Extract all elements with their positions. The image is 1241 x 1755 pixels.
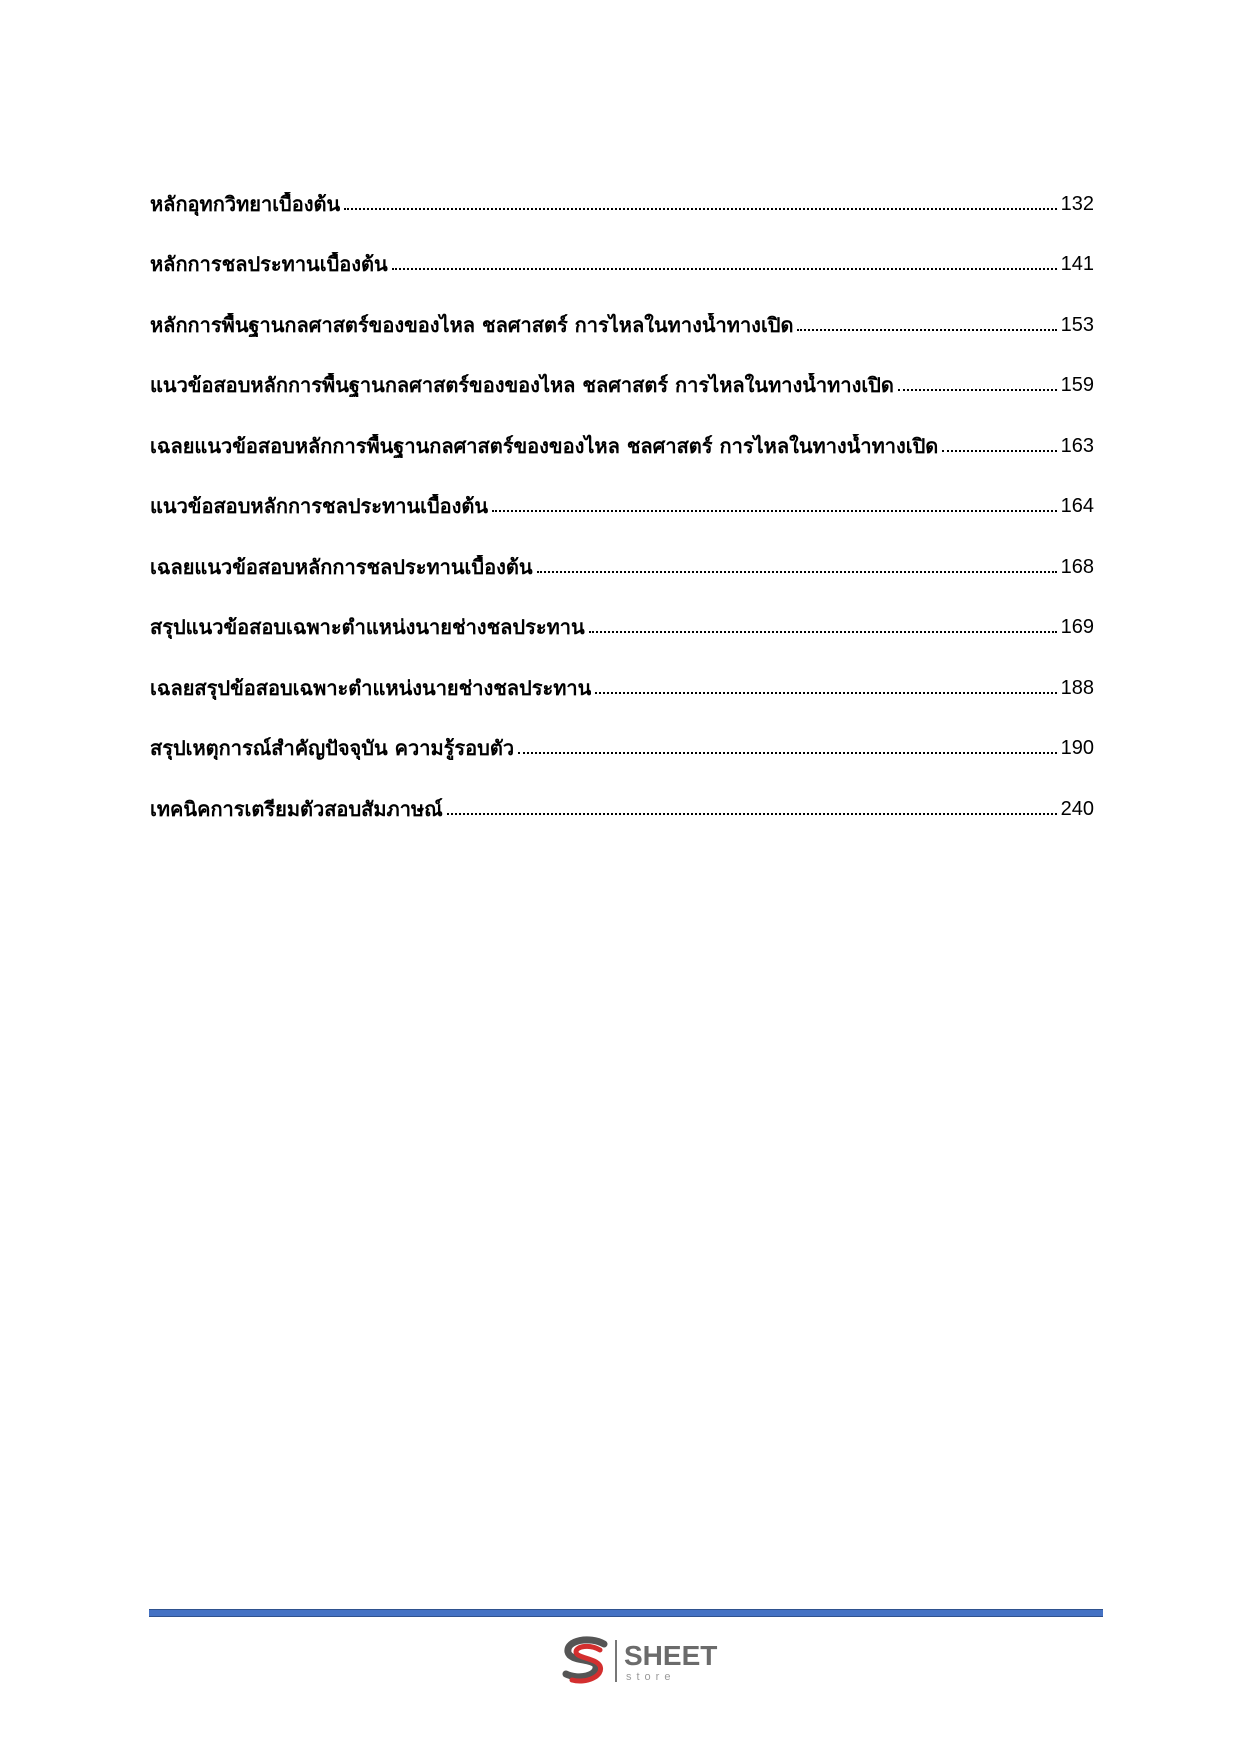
toc-entry-page: 164 — [1060, 495, 1094, 517]
toc-dot-leader — [492, 488, 1057, 512]
toc-entry[interactable] — [150, 397, 1094, 458]
toc-entry-page: 188 — [1060, 676, 1094, 699]
toc-entry-title: หลักอุทกวิทยาเบื้องต้น — [150, 191, 341, 216]
toc-entry-page: 190 — [1060, 737, 1094, 759]
toc-entry[interactable] — [150, 155, 1094, 216]
toc-entry-page: 132 — [1060, 192, 1094, 215]
toc-dot-leader — [898, 367, 1057, 391]
toc-entry-title: แนวข้อสอบหลักการชลประทานเบื้องต้น — [150, 494, 489, 518]
toc-entry[interactable] — [150, 760, 1094, 821]
toc-dot-leader — [447, 791, 1057, 815]
toc-entry-title: เทคนิคการเตรียมตัวสอบสัมภาษณ์ — [150, 796, 443, 821]
toc-entry-page: 163 — [1060, 434, 1094, 457]
toc-entry-title: หลักการพื้นฐานกลศาสตร์ของของไหล ชลศาสตร์ การไหลในทางน้ำทางเปิด — [150, 312, 794, 337]
toc-entry[interactable] — [150, 579, 1094, 640]
toc-dot-leader — [942, 428, 1056, 452]
toc-entry-title: แนวข้อสอบหลักการพื้นฐานกลศาสตร์ของของไหล ชลศาสตร์ การไหลในทางน้ำทางเปิด — [150, 373, 894, 397]
toc-entry-title: หลักการชลประทานเบื้องต้น — [150, 252, 388, 276]
toc-entry-title: เฉลยแนวข้อสอบหลักการชลประทานเบื้องต้น — [150, 554, 533, 579]
sheet-store-logo — [560, 1632, 730, 1688]
toc-entry-title: สรุปแนวข้อสอบเฉพาะตำแหน่งนายช่างชลประทาน — [150, 615, 585, 639]
toc-entry[interactable] — [150, 216, 1094, 277]
toc-entry-title: เฉลยแนวข้อสอบหลักการพื้นฐานกลศาสตร์ของของไหล ชลศาสตร์ การไหลในทางน้ำทางเปิด — [150, 433, 939, 458]
toc-entry[interactable] — [150, 458, 1094, 519]
toc-dot-leader — [797, 307, 1056, 331]
footer-divider — [149, 1609, 1103, 1617]
toc-entry[interactable] — [150, 700, 1094, 761]
toc-entry-page: 168 — [1060, 555, 1094, 578]
toc-entry[interactable] — [150, 337, 1094, 398]
toc-dot-leader — [595, 670, 1056, 694]
logo-sub-text: store — [626, 1671, 676, 1683]
toc-entry-page: 240 — [1060, 797, 1094, 820]
logo-brand-text: SHEET — [624, 1640, 718, 1671]
toc-dot-leader — [392, 246, 1057, 270]
toc-dot-leader — [537, 549, 1057, 573]
toc-entry-title: สรุปเหตุการณ์สำคัญปัจจุบัน ความรู้รอบตัว — [150, 736, 515, 760]
toc-entry-page: 153 — [1060, 313, 1094, 336]
toc-entry[interactable] — [150, 639, 1094, 700]
toc-dot-leader — [589, 609, 1057, 633]
toc-dot-leader — [344, 186, 1056, 210]
table-of-contents — [150, 155, 1094, 821]
logo-s-mark-icon — [566, 1640, 604, 1681]
toc-entry-page: 159 — [1060, 374, 1094, 396]
toc-entry-title: เฉลยสรุปข้อสอบเฉพาะตำแหน่งนายช่างชลประทาน — [150, 675, 592, 700]
sheet-store-logo-icon — [560, 1632, 730, 1688]
toc-entry[interactable] — [150, 276, 1094, 337]
toc-entry[interactable] — [150, 518, 1094, 579]
toc-dot-leader — [518, 730, 1057, 754]
toc-entry-page: 141 — [1060, 253, 1094, 275]
toc-entry-page: 169 — [1060, 616, 1094, 638]
